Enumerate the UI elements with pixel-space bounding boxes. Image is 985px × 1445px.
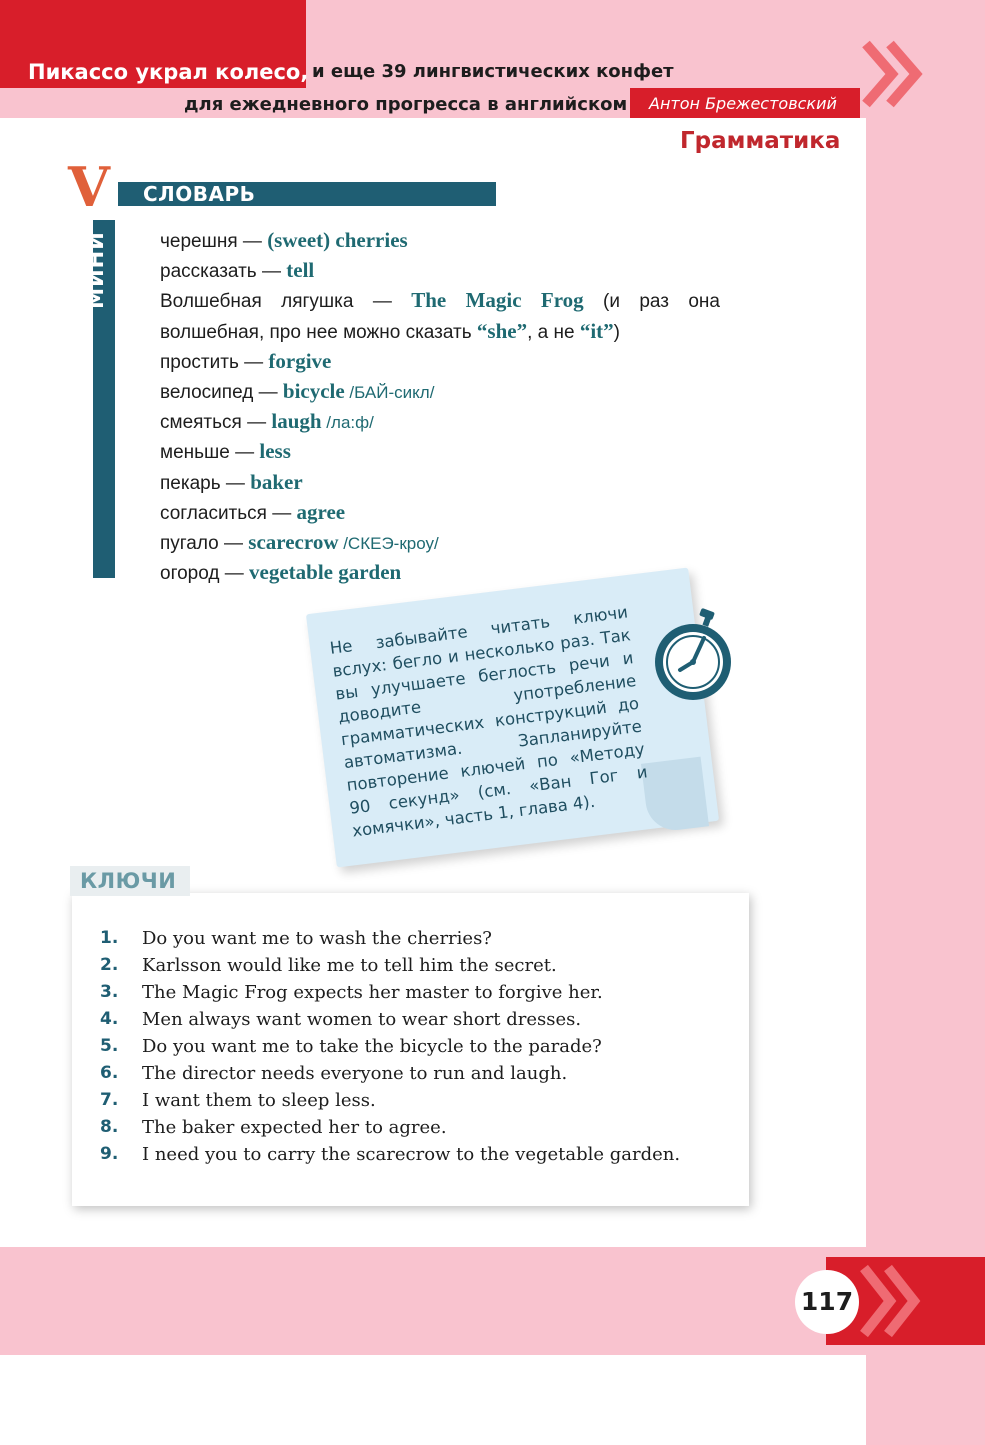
vocab-item: согласиться — agree — [160, 499, 346, 524]
vocab-item: пекарь — baker — [160, 469, 303, 494]
vocab-item: смеяться — laugh /ла:ф/ — [160, 409, 374, 434]
footer-band — [0, 1247, 866, 1355]
keys-label: КЛЮЧИ — [80, 869, 177, 893]
book-subtitle-line1: и еще 39 лингвистических конфет — [312, 61, 674, 82]
vocab-item: огород — vegetable garden — [160, 560, 402, 585]
vocab-item: рассказать — tell — [160, 258, 315, 283]
key-item: 2. Karlsson would like me to tell him the secret. — [100, 955, 557, 976]
book-subtitle-line2: для ежедневного прогресса в английском — [184, 94, 628, 115]
vocab-item: велосипед — bicycle /БАЙ-сикл/ — [160, 379, 435, 404]
key-item: 3. The Magic Frog expects her master to forgive her. — [100, 982, 603, 1003]
key-item: 5. Do you want me to take the bicycle to the parade? — [100, 1036, 602, 1057]
dictionary-initial: V — [68, 155, 110, 219]
author-name: Антон Брежестовский — [649, 94, 837, 113]
vocab-item: пугало — scarecrow /СКЕЭ-кроу/ — [160, 530, 439, 555]
book-title: Пикассо украл колесо, — [28, 60, 309, 84]
dictionary-side-label: МИНИ — [83, 231, 108, 309]
vocabulary-list — [160, 226, 720, 588]
key-item: 8. The baker expected her to agree. — [100, 1117, 447, 1138]
key-item: 9. I need you to carry the scarecrow to the vegetable garden. — [100, 1144, 681, 1165]
right-margin-strip — [866, 118, 985, 1445]
vocab-item-frog-cont: волшебная, про нее можно сказать “she”, а не “it”) — [160, 318, 620, 343]
keys-list — [100, 925, 730, 1168]
vocab-item: меньше — less — [160, 439, 291, 464]
footer-chevrons-icon — [858, 1262, 930, 1340]
key-item: 1. Do you want me to wash the cherries? — [100, 928, 492, 949]
key-item: 4. Men always want women to wear short dresses. — [100, 1009, 582, 1030]
dictionary-title: СЛОВАРЬ — [143, 182, 256, 206]
vocab-item: черешня — (sweet) cherries — [160, 228, 408, 252]
stopwatch-icon — [650, 608, 736, 704]
page-number: 117 — [800, 1287, 854, 1316]
key-item: 7. I want them to sleep less. — [100, 1090, 376, 1111]
chevrons-icon — [860, 38, 932, 110]
tip-note — [300, 560, 770, 870]
vocab-item: простить — forgive — [160, 348, 332, 373]
tip-note-text: Не забывайте читать ключи вслух: бегло и несколько раз. Так вы улучшаете беглость речи и доводите употребление грамматических конструкций до автоматизма. Запланируйте повторение ключей по «Методу 90 секунд» (см. «Ван Гог и хомячки», часть 1, глава 4). — [328, 602, 649, 841]
vocab-item-frog: Волшебная лягушка — The Magic Frog (и раз она — [160, 288, 720, 313]
key-item: 6. The director needs everyone to run and laugh. — [100, 1063, 568, 1084]
section-title: Грамматика — [680, 128, 841, 154]
